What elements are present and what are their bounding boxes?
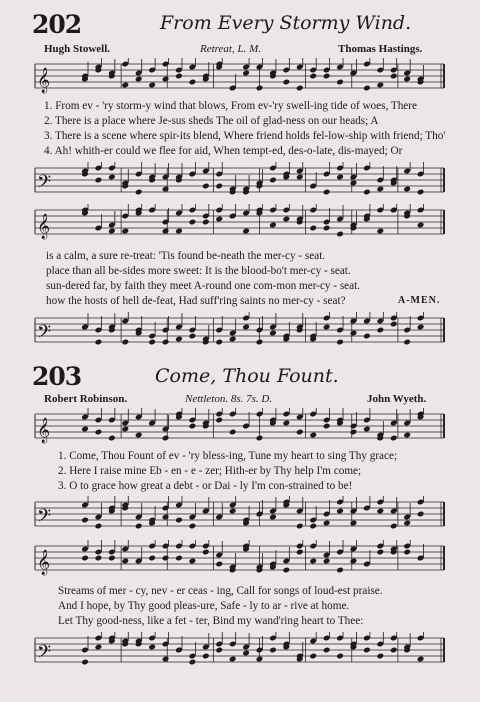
amen-label: A-MEN.: [398, 295, 441, 306]
hymn-title: Come, Thou Fount.: [155, 365, 339, 387]
svg-text:𝄢: 𝄢: [37, 172, 52, 197]
svg-text:𝄞: 𝄞: [37, 214, 51, 239]
svg-text:𝄢: 𝄢: [37, 506, 52, 531]
hymn-number: 203: [32, 362, 82, 391]
music-staff: [0, 408, 480, 448]
verse-line: 2. There is a place where Je-sus sheds The oil of glad-ness on our heads; A: [44, 115, 379, 127]
verse-line: 2. Here I raise mine Eb - en - e - zer; Hith-er by Thy help I'm come;: [58, 465, 362, 477]
verse-line: sun-dered far, by faith they meet A-round one com-mon mer-cy - seat.: [46, 280, 361, 292]
hymn-author: Robert Robinson.: [44, 393, 128, 405]
verse-line: 3. There is a scene where spir-its blend, Where friend holds fel-low-ship with friend; Tho': [44, 130, 446, 142]
verse-line: 1. From ev - 'ry storm-y wind that blows, From ev-'ry swell-ing tide of woes, There: [44, 100, 417, 112]
music-staff: [0, 632, 480, 678]
music-staff: [0, 204, 480, 244]
verse-line: 1. Come, Thou Fount of ev - 'ry bless-ing, Tune my heart to sing Thy grace;: [58, 450, 398, 462]
verse-line: 3. O to grace how great a debt - or Dai - ly I'm con-strained to be!: [58, 480, 353, 492]
hymn-composer: Thomas Hastings.: [338, 43, 423, 55]
hymn-number: 202: [32, 10, 82, 39]
hymn-title: From Every Stormy Wind.: [160, 12, 412, 34]
hymn-composer: John Wyeth.: [367, 393, 427, 405]
svg-text:𝄞: 𝄞: [37, 418, 51, 443]
hymn-tune: Nettleton. 8s. 7s. D.: [185, 393, 273, 405]
hymn-tune: Retreat, L. M.: [200, 43, 261, 55]
svg-text:𝄢: 𝄢: [37, 642, 52, 667]
svg-text:𝄞: 𝄞: [37, 550, 51, 575]
verse-line: Streams of mer - cy, nev - er ceas - ing, Call for songs of loud-est praise.: [58, 585, 383, 597]
music-staff: [0, 162, 480, 202]
verse-line: And I hope, by Thy good pleas-ure, Safe - ly to ar - rive at home.: [58, 600, 350, 612]
music-staff: [0, 496, 480, 536]
verse-line: is a calm, a sure re-treat: 'Tis found be-neath the mer-cy - seat.: [46, 250, 326, 262]
verse-line: how the hosts of hell de-feat, Had suff'ring saints no mer-cy - seat?: [46, 295, 346, 307]
svg-text:𝄢: 𝄢: [37, 322, 52, 347]
hymn-author: Hugh Stowell.: [44, 43, 111, 55]
verse-line: Let Thy good-ness, like a fet - ter, Bind my wand'ring heart to Thee:: [58, 615, 364, 627]
verse-line: place than all be-sides more sweet: It is the blood-bo't mer-cy - seat.: [46, 265, 351, 277]
music-staff: [0, 58, 480, 98]
music-staff: [0, 540, 480, 580]
verse-line: 4. Ah! whith-er could we flee for aid, When tempt-ed, des-o-late, dis-mayed; Or: [44, 145, 403, 157]
svg-text:𝄞: 𝄞: [37, 68, 51, 93]
music-staff: [0, 312, 480, 352]
